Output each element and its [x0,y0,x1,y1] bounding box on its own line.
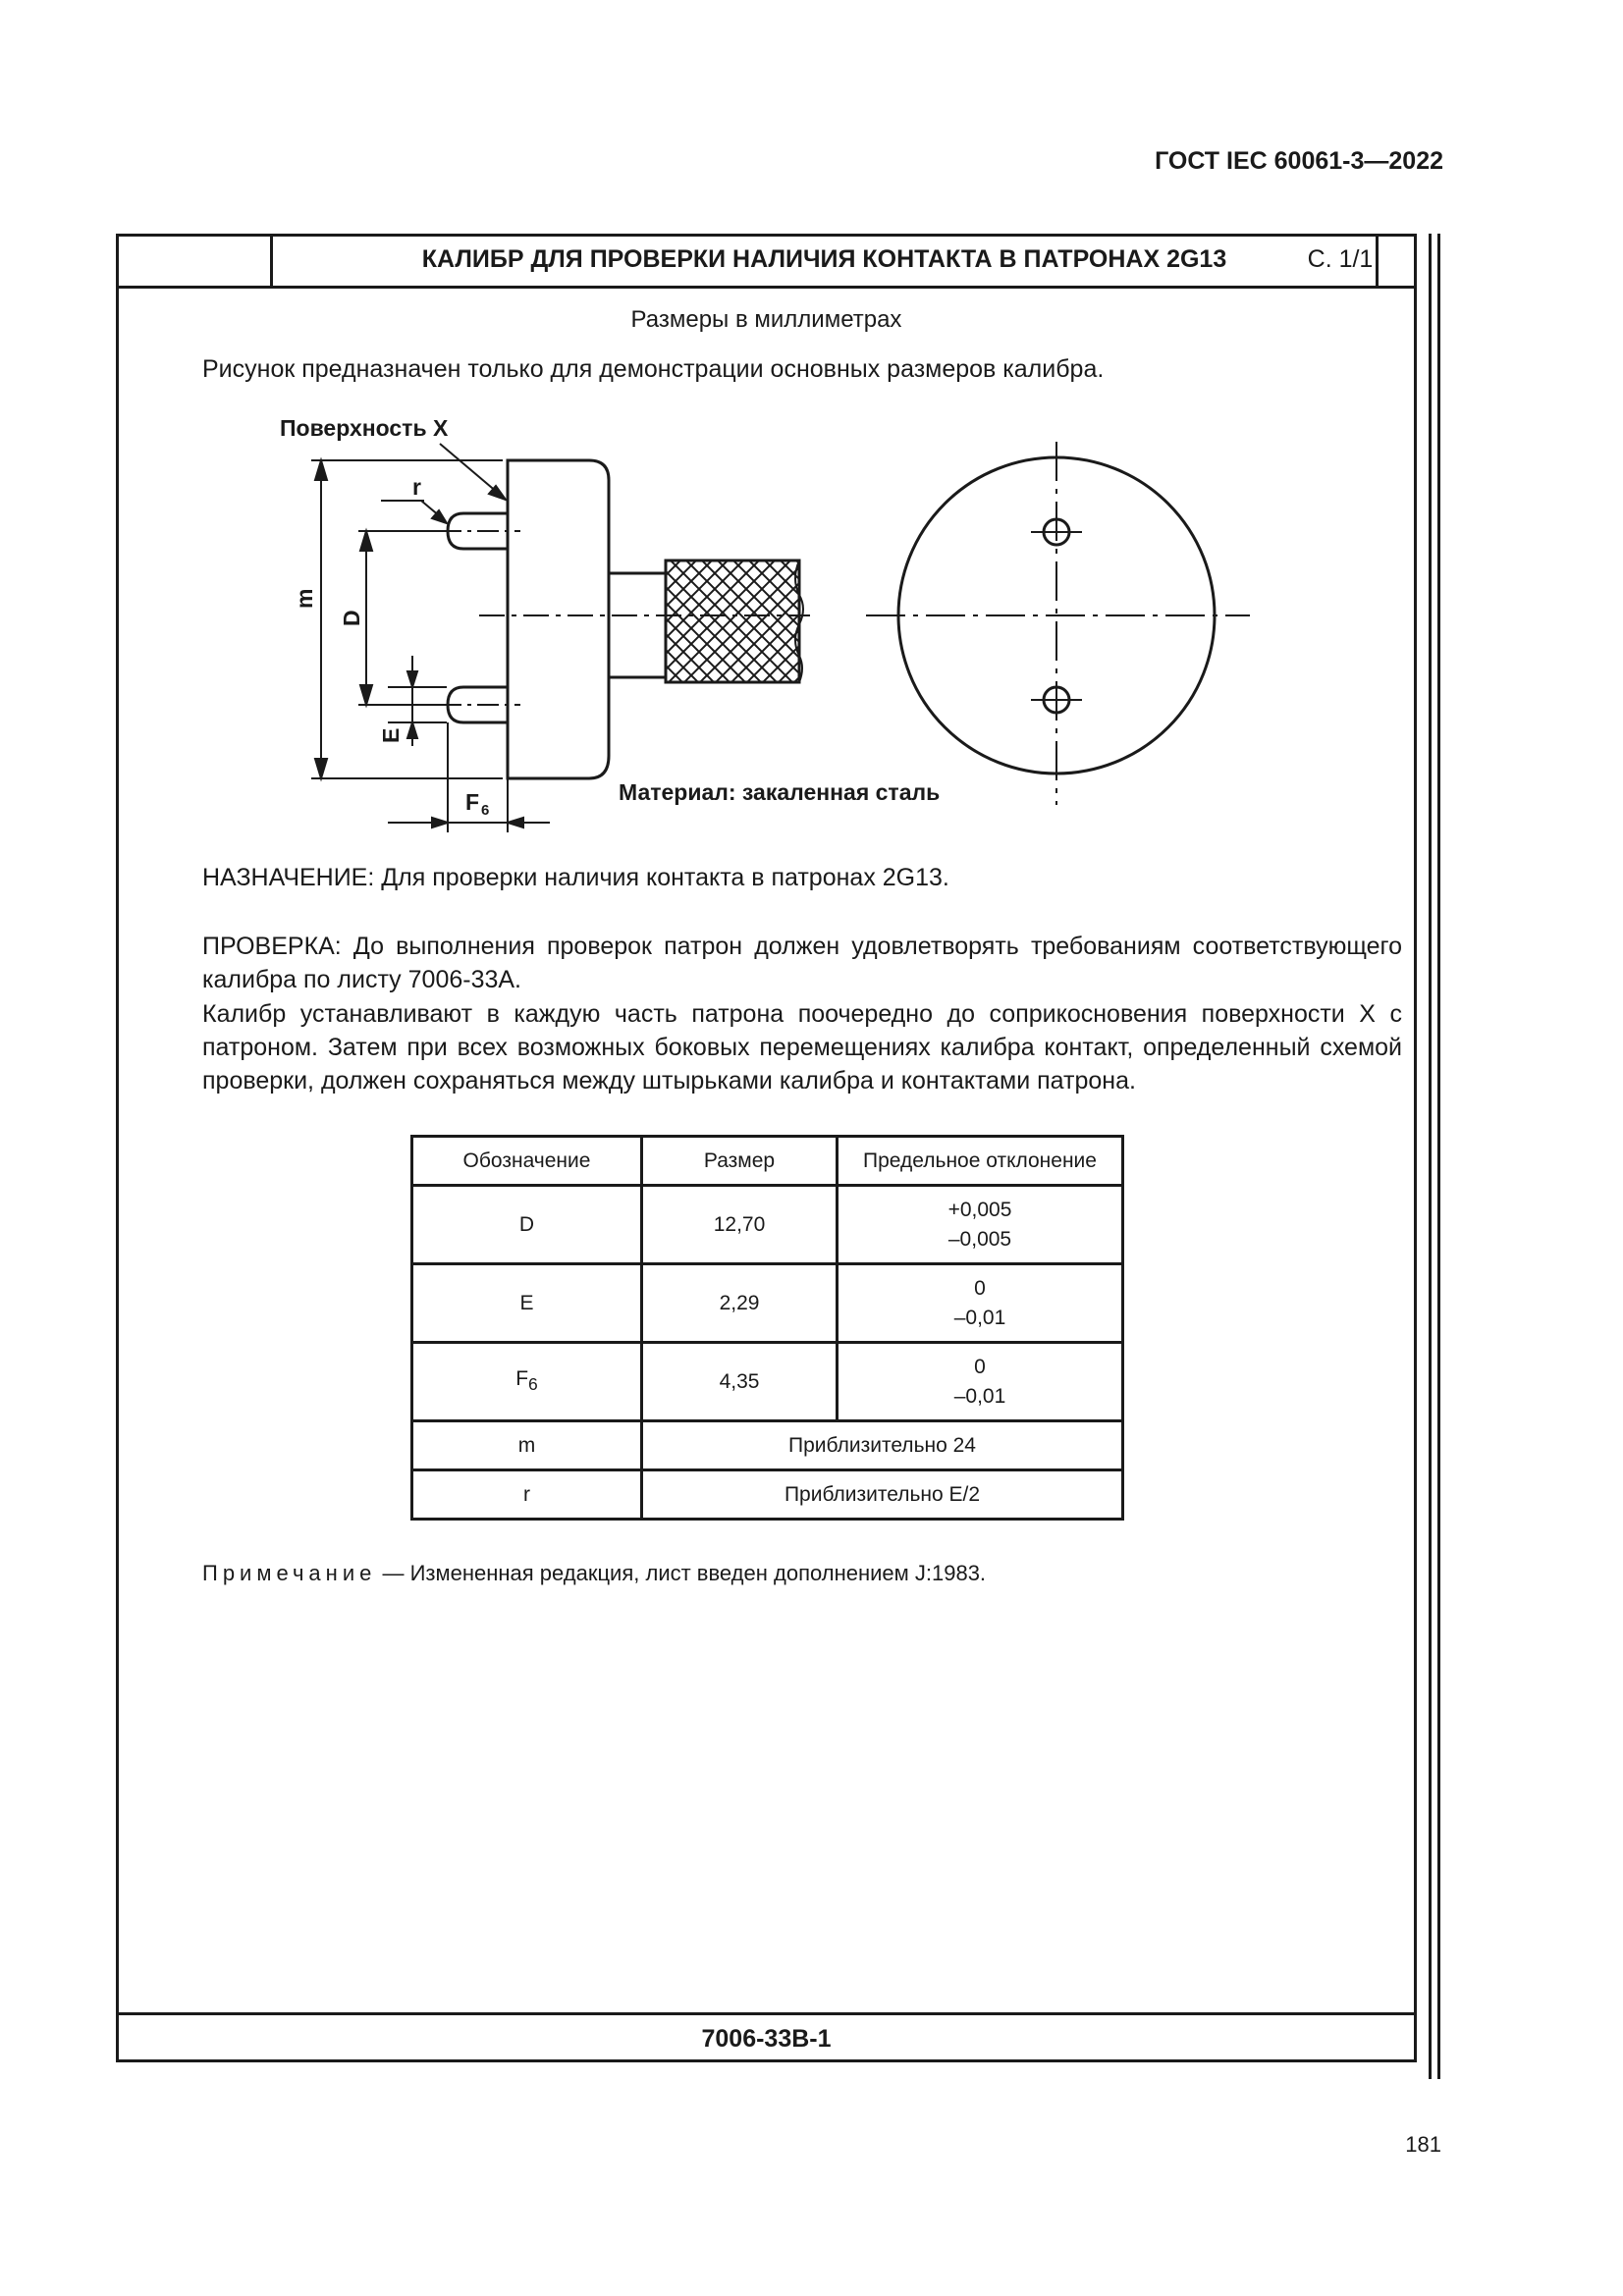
cell-size: 4,35 [642,1343,838,1421]
cell-approx: Приблизительно E/2 [642,1470,1123,1520]
tol-upper: 0 [974,1355,986,1378]
dimension-lines [311,444,550,832]
sheet-code: 7006-33В-1 [116,2012,1417,2062]
tol-lower: –0,01 [953,1306,1006,1329]
tol-upper: 0 [974,1276,986,1300]
cell-tolerance [838,1264,1123,1343]
dim-r-label: r [412,474,421,500]
units-note: Размеры в миллиметрах [630,306,902,333]
material-label: Материал: закаленная сталь [619,779,941,805]
purpose-text: НАЗНАЧЕНИЕ: Для проверки наличия контакта в патронах 2G13. [202,864,949,891]
knurled-handle [666,561,799,682]
table-row [412,1343,1123,1421]
cell-symbol: D [412,1186,642,1264]
cell-symbol [412,1343,642,1421]
check-paragraph-1 [202,930,1402,996]
surface-x-label: Поверхность X [280,415,449,441]
tol-lower: –0,01 [953,1384,1006,1408]
check-paragraph-2-text: Калибр устанавливают в каждую часть патрона поочередно до соприкосновения поверхности X с патроном. Затем при всех возможных боковых перемещениях калибра контакт, определенный схемой проверки, должен сохраняться между штырьками калибра и контактами патрона. [202,1000,1402,1095]
symbol-subscript: 6 [528,1374,538,1395]
dimensions-table [410,1135,1124,1521]
dim-D-label: D [339,610,364,626]
table-row [412,1264,1123,1343]
cell-tolerance [838,1343,1123,1421]
sheet-number: С. 1/1 [1307,245,1374,273]
cell-size: 2,29 [642,1264,838,1343]
col-header-tolerance: Предельное отклонение [838,1137,1123,1186]
col-header-size: Размер [642,1137,838,1186]
check-paragraph-1-text: ПРОВЕРКА: До выполнения проверок патрон должен удовлетворять требованиям соответствующего калибра по листу 7006-33А. [202,933,1402,993]
col-header-symbol: Обозначение [412,1137,642,1186]
check-paragraph-2 [202,997,1402,1097]
dim-F-label: F [465,789,480,815]
gauge-body [508,460,609,778]
table-header-row [412,1137,1123,1186]
cell-symbol: E [412,1264,642,1343]
side-view [448,460,803,778]
note [202,1561,986,1586]
table-row [412,1186,1123,1264]
page-number: 181 [1405,2132,1441,2157]
cell-size: 12,70 [642,1186,838,1264]
note-label: Примечание [202,1561,377,1585]
dim-m-label: m [292,588,317,609]
figure-note: Рисунок предназначен только для демонстрации основных размеров калибра. [202,355,1105,383]
standard-code: ГОСТ IEC 60061-3—2022 [1155,147,1443,175]
cell-approx: Приблизительно 24 [642,1421,1123,1470]
table-row [412,1421,1123,1470]
symbol-main: F [515,1367,529,1391]
cell-symbol: m [412,1421,642,1470]
gauge-drawing [0,0,1623,883]
note-text: — Измененная редакция, лист введен дополнением J:1983. [376,1561,987,1585]
cell-tolerance [838,1186,1123,1264]
tol-upper: +0,005 [947,1198,1012,1221]
table-row [412,1470,1123,1520]
tol-lower: –0,005 [947,1227,1012,1251]
cell-symbol: r [412,1470,642,1520]
dim-E-label: E [378,727,404,743]
gauge-shaft [609,573,666,677]
dim-F-subscript: 6 [481,802,490,819]
front-view [866,442,1250,805]
sheet-title: КАЛИБР ДЛЯ ПРОВЕРКИ НАЛИЧИЯ КОНТАКТА В ПАТРОНАХ 2G13 [273,234,1379,286]
